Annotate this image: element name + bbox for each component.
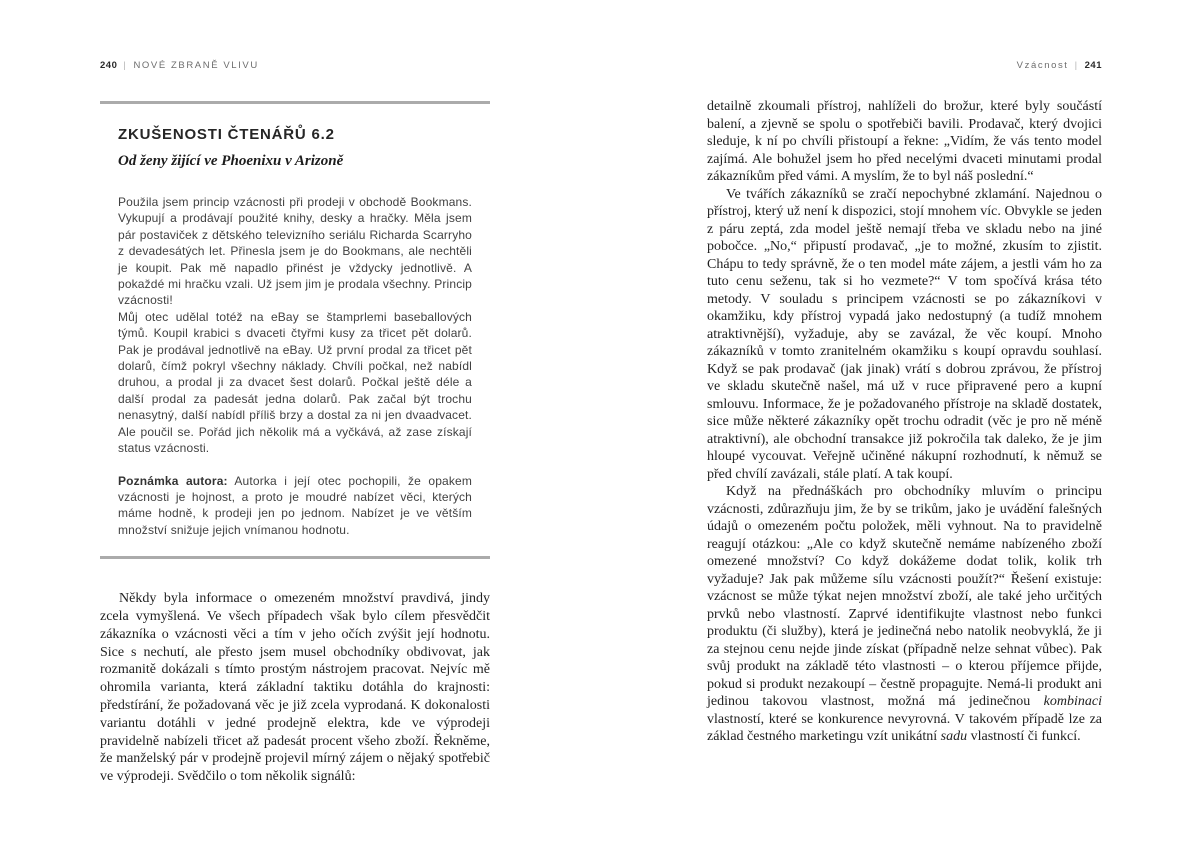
text-segment: vlastností, které se konkurence nevyrovná. V takovém případě lze za základ čestného marketingu vzít unikátní [707,711,1102,744]
text-segment: sadu [940,729,968,744]
header-separator: | [123,60,128,71]
right-body-text [707,98,1102,746]
box-paragraphs [118,194,472,457]
paragraph [707,186,1102,484]
text-segment: Autorka i její otec pochopili, že opakem vzácnosti je hojnost, a proto je moudré nabízet věci, kterých máme hodně, k prodeji jen po jednom. Nabízet je ve větším množství snižuje jejich vnímanou hodnotu. [118,473,472,537]
box-title: ZKUŠENOSTI ČTENÁŘŮ 6.2 [118,126,335,143]
box-subtitle: Od ženy žijící ve Phoenixu v Arizoně [118,153,344,169]
reader-experience-box [100,101,490,559]
paragraph [118,473,472,539]
box-bottom-rule [100,556,490,559]
paragraph [707,98,1102,186]
paragraph [118,194,472,309]
paragraph [100,590,490,786]
text-segment: Ve tvářích zákazníků se zračí nepochybné zklamání. Najednou o přístroj, který už není k dispozici, stojí mnohem víc. Obvykle se jeden z páru zeptá, zda model ještě nemají třeba ve skladu nebo na jiné pobočce. „No,“ připustí prodavač, „je to možné, zkusím to zjistit. Chápu to tedy správně, že o ten model máte zájem, a jestli vám ho za tuto cenu seženu, tak si ho vezmete?“ V tom spočívá krása této metody. V souladu s principem vzácnosti se po zákazníkovi v okamžiku, kdy přístroj vypadá jako nedostupný (a tudíž mnohem atraktivnější), vyžaduje, aby se zavázal, že věc koupí. Mnoho zákazníků v tomto zranitelném okamžiku s koupí opravdu souhlasí. Když se pak prodavač (jak jinak) vrátí s dobrou zprávou, že přístroj ve skladu skutečně našel, má už v ruce připravené pero a kupní smlouvu. Informace, že je požadovaného přístroje na skladě dostatek, sice může některé zákazníky opět trochu odradit (věc je pro ně méně atraktivní), ale obchodní transakce již pokročila tak daleko, že je jim hloupé vycouvat. Veřejně učiněné nákupní rozhodnutí, k němuž se před chvílí zavázali, stále platí. A tak koupí. [707,186,1102,482]
page-right [707,60,1102,746]
text-segment: kombinaci [1043,694,1102,709]
running-head-right [707,60,1102,72]
text-segment: Poznámka autora: [118,473,228,488]
page-number-left: 240 [100,60,118,71]
page-left [100,60,490,786]
page-number-right: 241 [1084,60,1102,71]
chapter-title: Vzácnost [1016,60,1069,71]
left-body-text [100,590,490,786]
text-segment: detailně zkoumali přístroj, nahlíželi do brožur, které byly součástí balení, a zjevně se spolu o spotřebiči bavili. Prodavač, který dvojici sleduje, k ní po chvíli přistoupí a řekne: „Vidím, že vás tento model zajímá. Ale bohužel jsem ho před necelými dvaceti minutami prodal zákazníkům před vámi. A myslím, že to byl náš poslední.“ [707,99,1102,184]
running-head-left [100,60,490,72]
text-segment: Můj otec udělal totéž na eBay se štamprlemi baseballových týmů. Koupil krabici s dvaceti čtyřmi kusy za třicet pět dolarů. Pak je prodával jednotlivě na eBay. Už první prodal za třicet pět dolarů, čímž pokryl všechny náklady. Chvíli počkal, než nabídl druhou, a prodal ji za dvacet šest dolarů. Počkal ještě déle a další prodal za padesát jedna dolarů. Pak začal být trochu nenasytný, další nabídl příliš brzy a dostal za ni jen dvaadvacet. Ale poučil se. Pořád jich několik má a vyčkává, až zase získají status vzácnosti. [118,309,472,456]
paragraph [707,483,1102,746]
author-note [118,473,472,539]
text-segment: Použila jsem princip vzácnosti při prodeji v obchodě Bookmans. Vykupují a prodávají použité knihy, desky a hračky. Měla jsem pár postaviček z dětského televizního seriálu Richarda Scarryho z devadesátých let. Přinesla jsem je do Bookmans, ale nechtěli je koupit. Pak mě napadlo přinést je vždycky jednotlivě. A pokaždé mi hračku vzali. Už jsem jim je prodala všechny. Princip vzácnosti! [118,195,472,308]
book-title: NOVÉ ZBRANĚ VLIVU [133,60,259,71]
text-segment: Někdy byla informace o omezeném množství pravdivá, jindy zcela vymyšlená. Ve všech případech však bylo cílem přesvědčit zákazníka o vzácnosti věci a tím v jeho očích zvýšit její hodnotu. Sice s nechutí, ale přesto jsem musel obchodníky obdivovat, jak rozmanitě dokázali s tímto prostým nástrojem pracovat. Nejvíc mě ohromila varianta, která základní taktiku dotáhla do krajnosti: předstírání, že požadovaná věc je již zcela vyprodaná. K dokonalosti variantu dotáhli v jedné prodejně elektra, kde ve výprodeji pravidelně nabízeli třicet až padesát procent všeho zboží. Řekněme, že manželský pár v prodejně projevil mírný zájem o nějaký spotřebič ve výprodeji. Svědčilo o tom několik signálů: [100,591,490,785]
text-segment: vlastností či funkcí. [967,729,1081,744]
text-segment: Když na přednáškách pro obchodníky mluvím o principu vzácnosti, zdůrazňuju jim, že by se trikům, jako je uvádění falešných údajů o omezeném počtu položek, měli vyhnout. Na to pravidelně reagují otázkou: „Ale co když skutečně nemáme nabízeného zboží omezené množství? Co když dokážeme dodat tolik, kolik trh vyžaduje? Jak pak můžeme sílu vzácnosti použít?“ Řešení existuje: vzácnost se může týkat nejen množství zboží, ale také jeho určitých prvků nebo vlastností. Zaprvé identifikujte vlastnost nebo funkci produktu (či služby), která je jedinečná nebo natolik neobvyklá, že ji za stejnou cenu nejde jinde získat (případně nelze sehnat vůbec). Pak svůj produkt na základě této vlastnosti – o kterou příjemce přijde, pokud si produkt nezakoupí – čestně propagujte. Nemá-li produkt ani jedinou takovou vlastnost, možná má jedinečnou [707,484,1102,709]
box-inner [100,104,490,556]
paragraph [118,309,472,457]
header-separator: | [1074,60,1079,71]
